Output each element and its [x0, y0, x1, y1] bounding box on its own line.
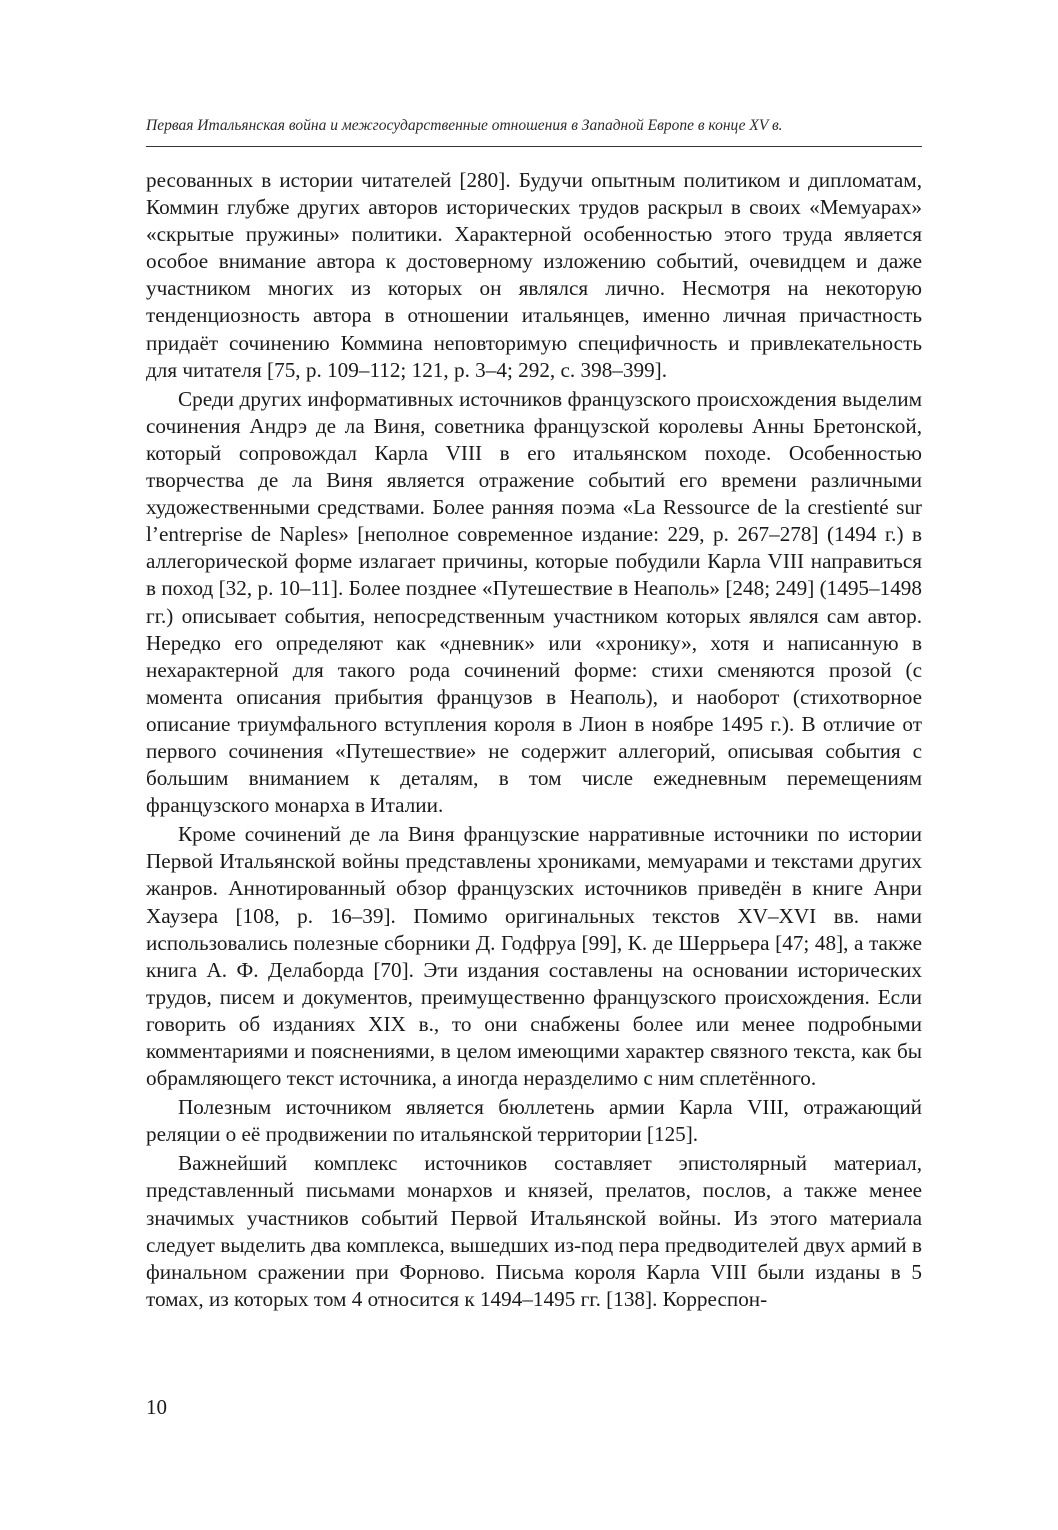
body-text — [146, 167, 922, 1313]
paragraph-2: Среди других информативных источников французского происхождения выделим сочинения Андрэ де ла Виня, советника французской королевы Анны Бретонской, который сопровождал Карла VIII в его итальянском походе. Особенностью творчества де ла Виня является отражение событий его времени различными художественными средствами. Более ранняя поэма «La Ressource de la crestienté sur l’entreprise de Naples» [неполное современное издание: 229, p. 267–278] (1494 г.) в аллегорической форме излагает причины, которые побудили Карла VIII направиться в поход [32, p. 10–11]. Более позднее «Путешествие в Неаполь» [248; 249] (1495–1498 гг.) описывает события, непосредственным участником которых являлся сам автор. Нередко его определяют как «дневник» или «хронику», хотя и написанную в нехарактерной для такого рода сочинений форме: стихи сменяются прозой (с момента описания прибытия французов в Неаполь), и наоборот (стихотворное описание триумфального вступления короля в Лион в ноябре 1495 г.). В отличие от первого сочинения «Путешествие» не содержит аллегорий, описывая события с большим вниманием к деталям, в том числе ежедневным перемещениям французского монарха в Италии. — [146, 386, 922, 818]
running-header: Первая Итальянская война и межгосударственные отношения в Западной Европе в конце XV в. — [146, 117, 783, 134]
header-divider — [146, 146, 922, 147]
paragraph-5: Важнейший комплекс источников составляет эпистолярный материал, представленный письмами монархов и князей, прелатов, послов, а также менее значимых участников событий Первой Итальянской войны. Из этого материала следует выделить два комплекса, вышедших из-под пера предводителей двух армий в финальном сражении при Форново. Письма короля Карла VIII были изданы в 5 томах, из которых том 4 относится к 1494–1495 гг. [138]. Корреспон- — [146, 1151, 922, 1311]
paragraph-4: Полезным источником является бюллетень армии Карла VIII, отражающий реляции о её продвижении по итальянской территории [125]. — [146, 1095, 922, 1147]
page-number: 10 — [146, 1395, 167, 1419]
paragraph-3: Кроме сочинений де ла Виня французские нарративные источники по истории Первой Итальянской войны представлены хрониками, мемуарами и текстами других жанров. Аннотированный обзор французских источников приведён в книге Анри Хаузера [108, p. 16–39]. Помимо оригинальных текстов XV–XVI вв. нами использовались полезные сборники Д. Годфруа [99], К. де Шеррьера [47; 48], а также книга А. Ф. Делаборда [70]. Эти издания составлены на основании исторических трудов, писем и документов, преимущественно французского происхождения. Если говорить об изданиях XIX в., то они снабжены более или менее подробными комментариями и пояснениями, в целом имеющими характер связного текста, как бы обрамляющего текст источника, а иногда неразделимо с ним сплетённого. — [146, 822, 922, 1091]
paragraph-1: ресованных в истории читателей [280]. Будучи опытным политиком и дипломатам, Коммин глубже других авторов исторических трудов раскрыл в своих «Мемуарах» «скрытые пружины» политики. Характерной особенностью этого труда является особое внимание автора к достоверному изложению событий, очевидцем и даже участником многих из которых он являлся лично. Несмотря на некоторую тенденциозность автора в отношении итальянцев, именно личная причастность придаёт сочинению Коммина неповторимую специфичность и привлекательность для читателя [75, p. 109–112; 121, p. 3–4; 292, с. 398–399]. — [146, 168, 922, 382]
